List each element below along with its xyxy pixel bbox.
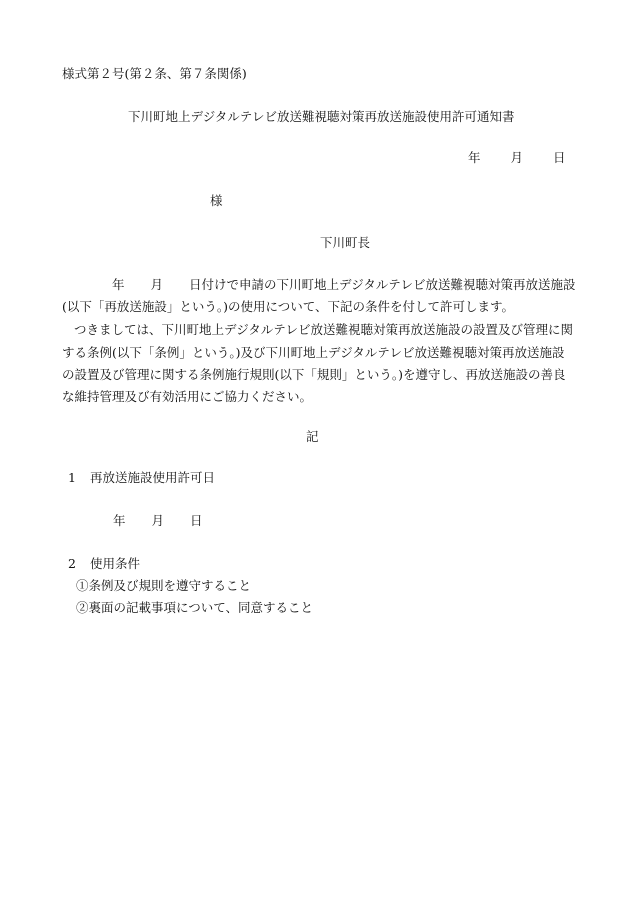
body-paragraph-2-line-4: な維持管理及び有効活用にご協力ください。 [62,389,313,404]
permit-date-month: 月 [151,513,165,528]
issuer-name: 下川町長 [320,235,371,250]
issue-date-day: 日 [553,150,566,165]
item-1-heading [68,472,215,485]
issue-date [468,152,566,165]
body-paragraph-2-line-1: つきましては、下川町地上デジタルテレビ放送難視聴対策再放送施設の設置及び管理に関 [74,322,574,337]
issue-date-month: 月 [510,150,524,165]
body-paragraph-2-line-2: する条例(以下「条例」という。)及び下川町地上デジタルテレビ放送難視聴対策再放送施設 [62,345,565,360]
body-paragraph-1-line-2: (以下「再放送施設」という。)の使用について、下記の条件を付して許可します。 [62,299,515,314]
application-date-day-text: 日付けで申請の下川町地上デジタルテレビ放送難視聴対策再放送施設 [189,277,576,292]
permit-date-year: 年 [113,513,126,528]
application-date-month: 月 [150,277,164,292]
application-date-year: 年 [112,277,125,292]
item-1-number: 1 [68,470,76,485]
form-number: 様式第２号(第２条、第７条関係) [62,66,247,81]
permit-date-day: 日 [190,513,203,528]
item-1-label: 再放送施設使用許可日 [89,470,215,485]
item-2-heading [68,558,140,571]
document-title: 下川町地上デジタルテレビ放送難視聴対策再放送施設使用許可通知書 [128,109,515,124]
item-2-label: 使用条件 [89,556,140,571]
item-1-date [113,515,203,528]
condition-2: ②裏面の記載事項について、同意すること [76,600,314,615]
addressee-suffix: 様 [210,193,223,208]
item-2-number: 2 [68,556,76,571]
body-paragraph-1-line-1 [112,279,576,292]
issue-date-year: 年 [468,150,481,165]
body-paragraph-2-line-3: の設置及び管理に関する条例施行規則(以下「規則」という。)を遵守し、再放送施設の善良 [62,367,566,382]
condition-1: ①条例及び規則を遵守すること [76,578,252,593]
ki-heading: 記 [306,429,319,444]
